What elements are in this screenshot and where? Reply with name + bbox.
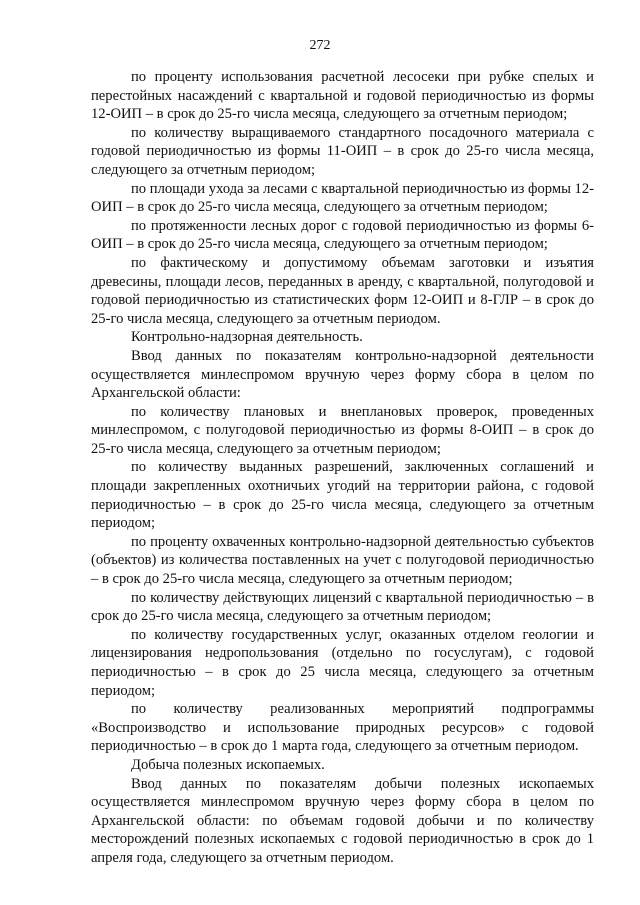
paragraph-active-licenses: по количеству действующих лицензий с квартальной периодичностью – в срок до 25-го числа месяца, следующего за отчетным периодом; xyxy=(91,589,594,625)
paragraph-forest-care-area: по площади ухода за лесами с квартальной периодичностью из формы 12-ОИП – в срок до 25-го числа месяца, следующего за отчетным периодом; xyxy=(91,180,594,216)
section-heading-control-supervision: Контрольно-надзорная деятельность. xyxy=(131,329,363,346)
paragraph-logging-percentage: по проценту использования расчетной лесосеки при рубке спелых и перестойных насаждений с квартальной и годовой периодичностью из формы 12-ОИП – в срок до 25-го числа месяца, следующего за отчетным периодом; xyxy=(91,69,594,123)
paragraph-timber-harvesting: по фактическому и допустимому объемам заготовки и изъятия древесины, площади лесов, переданных в аренду, с квартальной, полугодовой и годовой периодичностью из статистических форм 12-ОИП и 8-ГЛР – в срок до 25-го числа месяца, следующего за отчетным периодом. xyxy=(91,254,594,327)
paragraph-control-data-input: Ввод данных по показателям контрольно-надзорной деятельности осуществляется минлеспромом вручную через форму сбора в целом по Архангельской области: xyxy=(91,347,594,402)
page-number: 272 xyxy=(309,38,331,53)
paragraph-public-services: по количеству государственных услуг, оказанных отделом геологии и лицензирования недропользования (отдельно по госуслугам), с годовой периодичностью – в срок до 25 числа месяца, следующего за отчетным периодом; xyxy=(91,626,594,699)
paragraph-subprogram-measures: по количеству реализованных мероприятий подпрограммы «Воспроизводство и использование природных ресурсов» с годовой периодичностью – в срок до 1 марта года, следующего за отчетным периодом. xyxy=(91,701,594,755)
paragraph-planting-material: по количеству выращиваемого стандартного посадочного материала с годовой периодичностью из формы 11-ОИП – в срок до 25-го числа месяца, следующего за отчетным периодом; xyxy=(91,124,594,178)
section-heading-mining: Добыча полезных ископаемых. xyxy=(131,756,325,773)
paragraph-supervision-coverage: по проценту охваченных контрольно-надзорной деятельностью субъектов (объектов) из количества поставленных на учет с полугодовой периодичностью – в срок до 25-го числа месяца, следующего за отчетным периодом; xyxy=(91,533,594,588)
paragraph-permits-count: по количеству выданных разрешений, заключенных соглашений и площади закрепленных охотничьих угодий на территории района, с годовой периодичностью – в срок до 25-го числа месяца, следующего за отчетным периодом; xyxy=(91,459,594,532)
paragraph-forest-roads: по протяженности лесных дорог с годовой периодичностью из формы 6-ОИП – в срок до 25-го числа месяца, следующего за отчетным периодом; xyxy=(91,217,594,253)
paragraph-mining-data-input: Ввод данных по показателям добычи полезных ископаемых осуществляется минлеспромом вручную через форму сбора в целом по Архангельской области: по объемам годовой добычи и по количеству месторождений полезных ископаемых с годовой периодичностью в срок до 1 апреля года, следующего за отчетным периодом. xyxy=(91,775,594,866)
paragraph-inspections-count: по количеству плановых и внеплановых проверок, проведенных минлеспромом, с полугодовой периодичностью из формы 8-ОИП – в срок до 25-го числа месяца, следующего за отчетным периодом; xyxy=(91,403,594,457)
document-body xyxy=(91,68,594,868)
